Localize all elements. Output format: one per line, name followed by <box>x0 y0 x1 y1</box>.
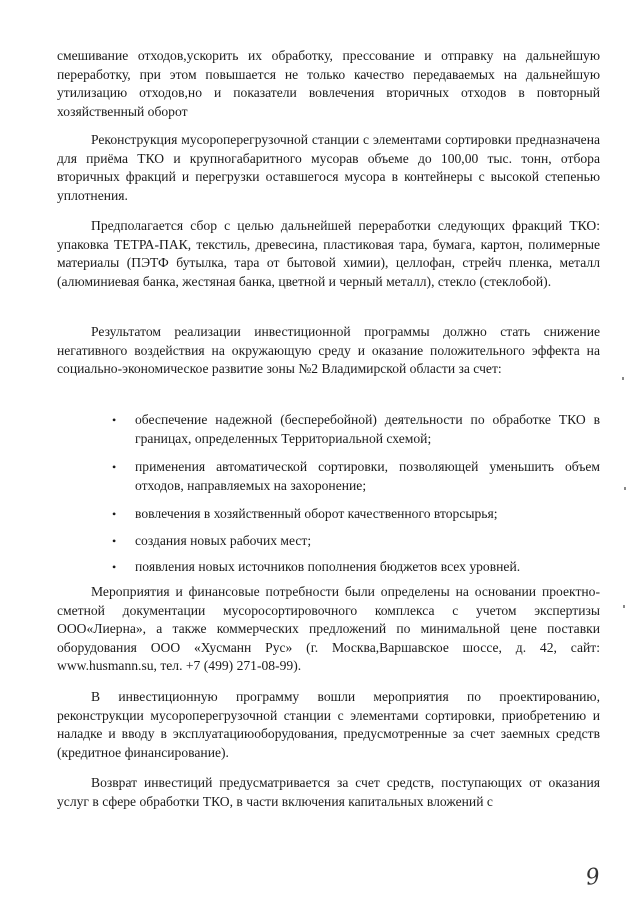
paragraph-program-measures: В инвестиционную программу вошли мероприятия по проектированию, реконструкции мусороперегрузочной станции с элементами сортировки, приобретению и наладке и вводу в эксплуатациюоборудования, предусмотренные за счет заемных средств (кредитное финансирование). <box>57 689 600 760</box>
bullet-item: • появления новых источников пополнения бюджетов всех уровней. <box>135 558 600 577</box>
scan-speck <box>622 377 624 380</box>
bullet-dot-icon: • <box>112 534 117 548</box>
bullet-dot-icon: • <box>112 507 117 521</box>
bullet-dot-icon: • <box>112 560 117 574</box>
bullet-dot-icon: • <box>112 460 117 474</box>
scan-speck <box>623 605 625 608</box>
bullet-item: • применения автоматической сортировки, позволяющей уменьшить объем отходов, направляемых на захоронение; <box>112 459 600 493</box>
paragraph-financial-needs: Мероприятия и финансовые потребности были определены на основании проектно-сметной документации мусоросортировочного комплекса с учетом экспертизы ООО«Лиерна», а также коммерческих предложений по минимальной цене поставки оборудования ООО «Хусманн Рус» (г. Москва,Варшавское шоссе, д. 42, сайт: www.husmann.su, тел. +7 (499) 271-08-99). <box>57 584 600 674</box>
paragraph-investment-return: Возврат инвестиций предусматривается за счет средств, поступающих от оказания услуг в сфере обработки ТКО, в части включения капитальных вложений с <box>57 775 600 809</box>
paragraph-waste-processing: смешивание отходов,ускорить их обработку, прессование и отправку на дальнейшую переработку, при этом повышается не только качество передаваемых на дальнейшую утилизацию отходов,но и показатели вовлечения вторичных отходов в повторный хозяйственный оборот <box>57 48 600 119</box>
bullet-item: • обеспечение надежной (бесперебойной) деятельности по обработке ТКО в границах, определенных Территориальной схемой; <box>112 412 600 446</box>
scan-speck <box>624 487 626 490</box>
paragraph-program-results: Результатом реализации инвестиционной программы должно стать снижение негативного воздействия на окружающую среду и оказание положительного эффекта на социально-экономическое развитие зоны №2 Владимирской области за счет: <box>57 324 600 377</box>
paragraph-fractions: Предполагается сбор с целью дальнейшей переработки следующих фракций ТКО: упаковка ТЕТРА-ПАК, текстиль, древесина, пластиковая тара, бумага, картон, полимерные материалы (ПЭТФ бутылка, тара от бытовой химии), целлофан, стрейч пленка, металл (алюминиевая банка, жестяная банка, цветной и черный металл), стекло (стеклобой). <box>57 218 600 289</box>
bullet-dot-icon: • <box>112 413 117 427</box>
bullet-item: • вовлечения в хозяйственный оборот качественного вторсырья; <box>135 505 600 524</box>
page-number: 9 <box>584 864 602 891</box>
paragraph-station-reconstruction: Реконструкция мусороперегрузочной станции с элементами сортировки предназначена для приёма ТКО и крупногабаритного мусорав объеме до 100,00 тыс. тонн, отбора вторичных фракций и перегрузки оставшегося мусора в контейнеры с высокой степенью уплотнения. <box>57 132 600 203</box>
bullet-item: • создания новых рабочих мест; <box>135 532 600 551</box>
